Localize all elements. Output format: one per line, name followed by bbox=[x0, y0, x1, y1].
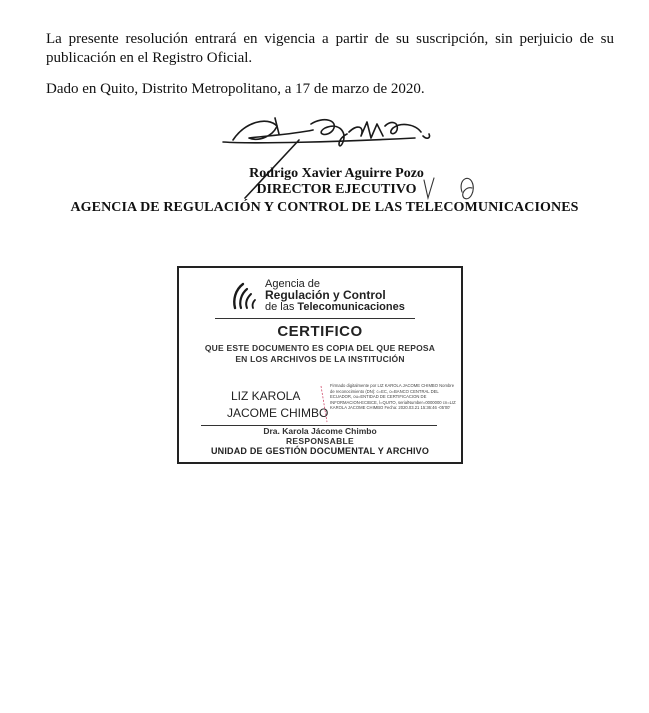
archive-unit: UNIDAD DE GESTIÓN DOCUMENTAL Y ARCHIVO bbox=[210, 446, 430, 456]
agency-name-line-3 bbox=[265, 301, 405, 313]
certification-stamp bbox=[177, 266, 463, 464]
digital-signature-mark-icon bbox=[319, 384, 329, 424]
stamp-title: CERTIFICO bbox=[277, 323, 363, 340]
responsible-label: RESPONSABLE bbox=[285, 436, 354, 446]
digital-signer-line-1: LIZ KAROLA bbox=[231, 389, 301, 403]
agency-name-line-2: Regulación y Control bbox=[265, 288, 386, 302]
responsible-name: Dra. Karola Jácome Chimbo bbox=[263, 426, 377, 436]
agency-name-line-1: Agencia de bbox=[265, 278, 321, 290]
certify-line-1: QUE ESTE DOCUMENTO ES COPIA DEL QUE REPOSA bbox=[204, 343, 436, 353]
date-place-paragraph: Dado en Quito, Distrito Metropolitano, a 17 de marzo de 2020. bbox=[46, 81, 425, 97]
digital-signer-line-2: JACOME CHIMBO bbox=[227, 406, 329, 420]
agency-name-line-3-prefix: de las bbox=[265, 301, 298, 313]
logo-divider bbox=[215, 318, 415, 319]
resolution-effect-paragraph: La presente resolución entrará en vigencia a partir de su suscripción, sin perjuicio de su publicación en el Registro Oficial. bbox=[46, 31, 614, 66]
signatory-organization: AGENCIA DE REGULACIÓN Y CONTROL DE LAS TELECOMUNICACIONES bbox=[70, 200, 579, 215]
digital-signature-details: Firmado digitalmente por LIZ KAROLA JACOME CHIMBO Nombre de reconocimiento (DN): c=EC, o=BANCO CENTRAL DEL ECUADOR, ou=ENTIDAD DE CERTIFICACION DE INFORMACION-ECIBCE, l=QUITO, serialNumber=0000000 cn=LIZ KAROLA JACOME CHIMBO Fecha: 2020.03.21 15:36:46 -05'00' bbox=[330, 383, 456, 411]
certify-line-2: EN LOS ARCHIVOS DE LA INSTITUCIÓN bbox=[235, 354, 405, 364]
agency-name-line-3-bold: Telecomunicaciones bbox=[297, 301, 405, 313]
signatory-role: DIRECTOR EJECUTIVO bbox=[256, 182, 417, 197]
signatory-name: Rodrigo Xavier Aguirre Pozo bbox=[249, 166, 424, 181]
agency-logo-icon bbox=[229, 280, 261, 310]
